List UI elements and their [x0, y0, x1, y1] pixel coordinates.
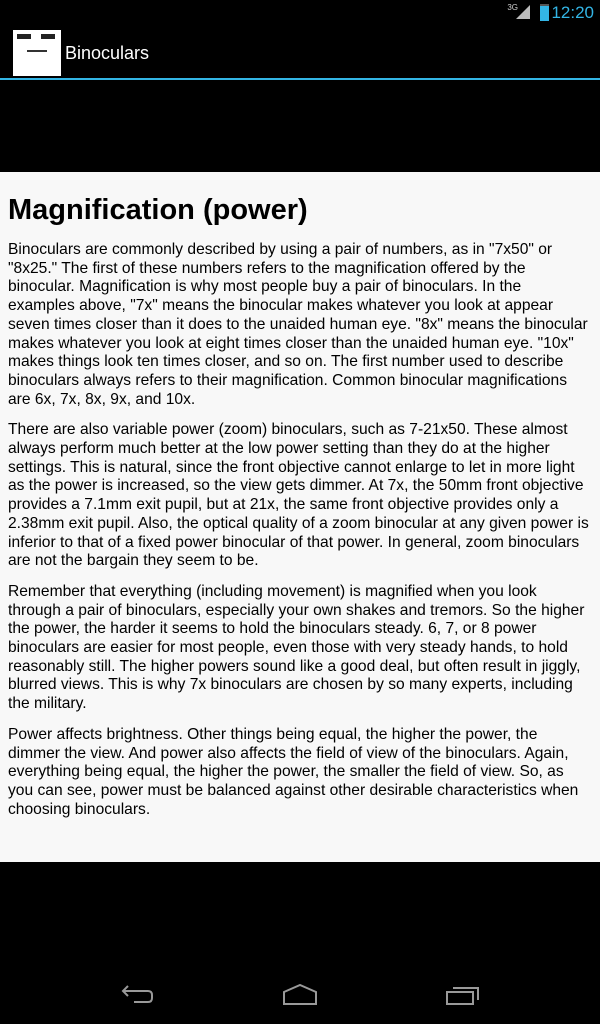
action-bar-divider — [0, 78, 600, 80]
app-title: Binoculars — [65, 43, 150, 63]
home-icon[interactable] — [282, 984, 318, 1006]
article-heading: Magnification (power) — [8, 194, 308, 226]
signal-icon — [516, 5, 530, 19]
paragraph: Power affects brightness. Other things being equal, the higher the power, the dimmer the view. And power also affects the field of view of the binoculars. Again, everything being equal, the higher the power, the smaller the field of view. So, as you can see, power must be balanced against other desirable characteristics when choosing binoculars. — [8, 725, 579, 818]
clock: 12:20 — [551, 3, 594, 22]
network-type: 3G — [507, 3, 518, 12]
paragraph: There are also variable power (zoom) binoculars, such as 7-21x50. These almost always perform much better at the low power setting than they do at the higher settings. This is natural, since the front objective cannot enlarge to let in more light as the power is increased, so the view gets dimmer. At 7x, the 50mm front objective provides a 7.1mm exit pupil, but at 21x, the same front objective provides only a 2.38mm exit pupil. Also, the optical quality of a zoom binocular at any given power is inferior to that of a fixed power binocular of that power. In general, zoom binoculars are not the bargain they seem to be. — [8, 421, 589, 570]
paragraph: Remember that everything (including movement) is magnified when you look through a pair of binoculars, especially your own shakes and tremors. So the higher the power, the harder it seems to hold the binoculars steady. 6, 7, or 8 power binoculars are easier for most people, even those with very steady hands, to hold reasonably still. The higher powers sound like a good deal, but often result in jiggly, blurred views. This is why 7x binoculars are chosen by so many experts, including the military. — [8, 582, 585, 713]
back-icon[interactable] — [120, 984, 156, 1006]
status-bar — [0, 0, 600, 25]
action-bar — [0, 26, 600, 78]
paragraph: Binoculars are commonly described by using a pair of numbers, as in "7x50" or "8x25." The first of these numbers refers to the magnification offered by the binocular. Magnification is why most people buy a pair of binoculars. In the examples above, "7x" means the binocular makes whatever you look at appear seven times closer than it does to the unaided human eye. "8x" means the binocular makes whatever you look at eight times closer than the unaided human eye. "10x" makes things look ten times closer, and so on. The first number used to describe binoculars always refers to their magnification. Common binocular magnifications are 6x, 7x, 8x, 9x, and 10x. — [8, 241, 588, 408]
binoculars-app-icon[interactable] — [13, 30, 61, 76]
navigation-bar — [0, 964, 600, 1024]
recent-apps-icon[interactable] — [445, 984, 481, 1006]
article-content — [0, 172, 600, 862]
battery-charging-icon — [540, 4, 549, 21]
